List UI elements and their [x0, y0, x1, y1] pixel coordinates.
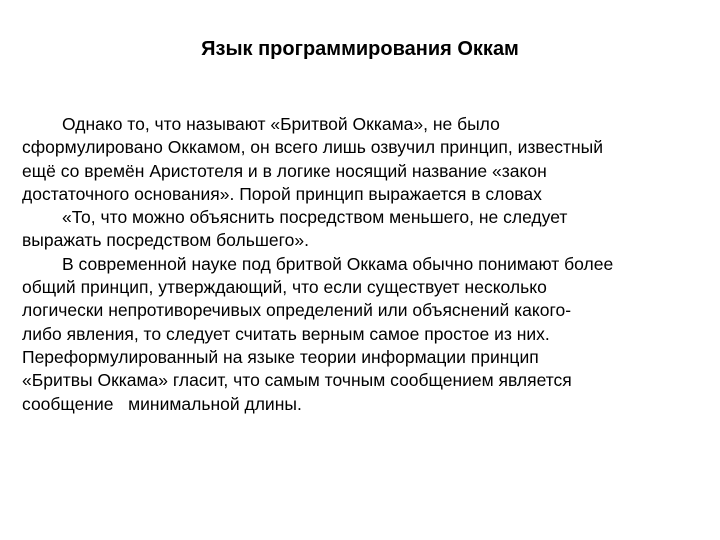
text-line: логически непротиворечивых определений или объяснений какого- [22, 300, 572, 321]
text-line: выражать посредством большего». [22, 230, 309, 251]
slide-title: Язык программирования Оккам [201, 38, 519, 60]
text-line: достаточного основания». Порой принцип выражается в словах [22, 183, 542, 204]
text-line: сформулировано Оккамом, он всего лишь озвучил принцип, известный [22, 137, 604, 158]
text-line: Переформулированный на языке теории информации принцип [22, 346, 539, 367]
text-line: либо явления, то следует считать верным самое простое из них. [22, 323, 550, 344]
text-line: В современной науке под бритвой Оккама обычно понимают более [62, 253, 614, 274]
text-line: ещё со времён Аристотеля и в логике носящий название «закон [22, 160, 547, 181]
slide-body [22, 113, 702, 416]
text-line: «Бритвы Оккама» гласит, что самым точным сообщением является [22, 370, 572, 391]
text-line: сообщение минимальной длины. [22, 393, 302, 414]
text-line: общий принцип, утверждающий, что если существует несколько [22, 277, 547, 298]
text-line: «То, что можно объяснить посредством меньшего, не следует [62, 207, 568, 228]
text-line: Однако то, что называют «Бритвой Оккама», не было [62, 114, 500, 134]
